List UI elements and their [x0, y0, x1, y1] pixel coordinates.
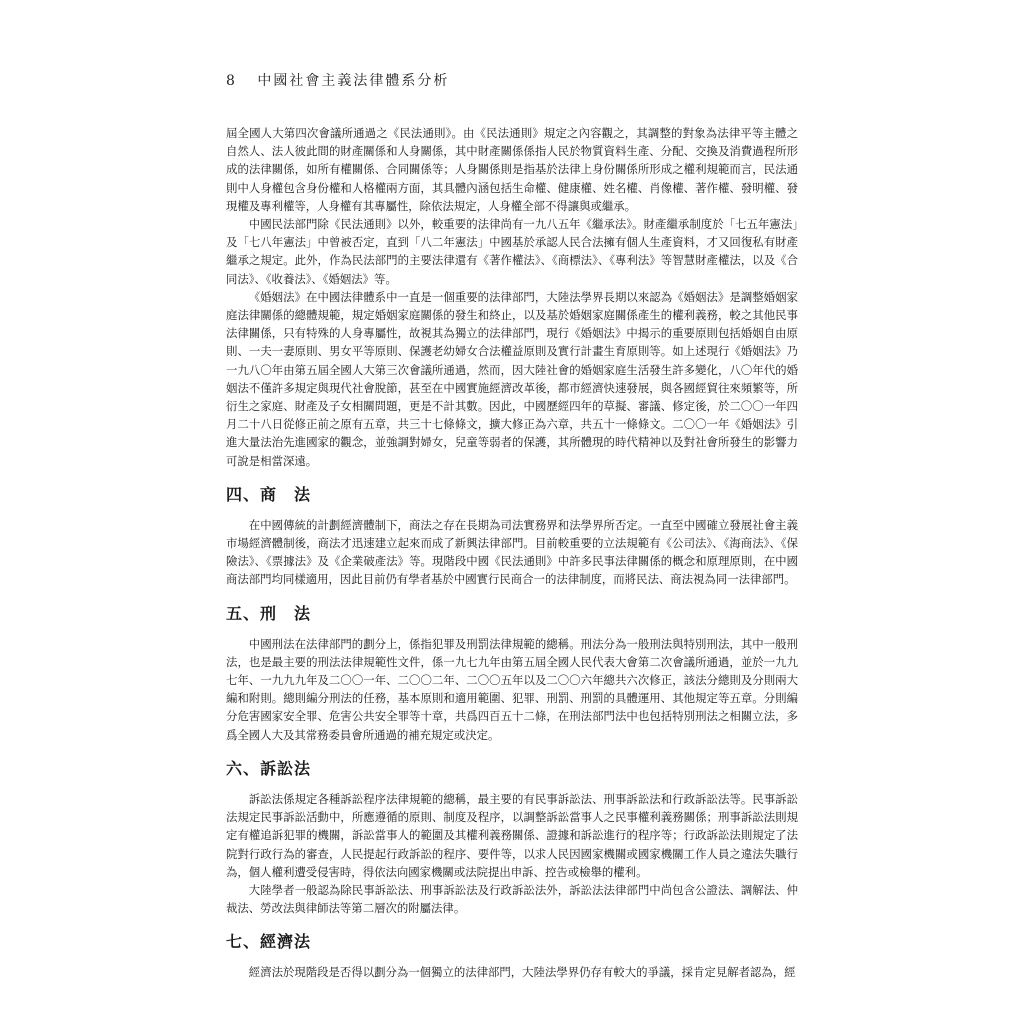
paragraph: 中國民法部門除《民法通則》以外，較重要的法律尚有一九八五年《繼承法》。財產繼承制度於「七五年憲法」及「七八年憲法」中曾被否定，直到「八二年憲法」中國基於承認人民合法擁有個人生產資料，才又回復私有財產繼承之規定。此外，作為民法部門的主要法律還有《著作權法》、《商標法》、《專利法》等智慧財產權法，以及《合同法》、《收養法》、《婚姻法》等。 — [226, 217, 798, 286]
paragraph: 大陸學者一般認為除民事訴訟法、刑事訴訟法及行政訴訟法外，訴訟法法律部門中尚包含公證法、調解法、仲裁法、勞改法與律師法等第二層次的附屬法律。 — [226, 882, 798, 916]
page-number: 8 — [226, 73, 237, 89]
paragraph: 中國刑法在法律部門的劃分上，係指犯罪及刑罰法律規範的總稱。刑法分為一般刑法與特別刑法，其中一般刑法，也是最主要的刑法法律規範性文件，係一九七九年由第五屆全國人民代表大會第二次會議所通過，並於一九九七年、一九九九年及二〇〇一年、二〇〇二年、二〇〇五年以及二〇〇六年總共六次修正，該法分總則及分則兩大編和附則。總則編分刑法的任務，基本原則和適用範圍、犯罪、刑罰、刑罰的具體運用、其他規定等五章。分則編分危害國家安全罪、危害公共安全罪等十章，共爲四百五十二條，在刑法部門法中也包括特別刑法之相關立法，多爲全國人大及其常務委員會所通過的補充規定或決定。 — [226, 636, 798, 742]
running-header — [226, 70, 449, 90]
paragraph: 在中國傳統的計劃經濟體制下，商法之存在長期為司法實務界和法學界所否定。一直至中國確立發展社會主義市場經濟體制後，商法才迅速建立起來而成了新興法律部門。目前較重要的立法規範有《公司法》、《海商法》、《保險法》、《票據法》及《企業破產法》等。現階段中國《民法通則》中許多民事法律關係的概念和原理原則，在中國商法部門均同樣適用，因此目前仍有學者基於中國實行民商合一的法律制度，而將民法、商法視為同一法律部門。 — [226, 517, 798, 587]
section-heading-procedural-law: 六、訴訟法 — [226, 758, 312, 778]
paragraph: 《婚姻法》在中國法律體系中一直是一個重要的法律部門，大陸法學界長期以來認為《婚姻法》是調整婚姻家庭法律關係的總體規範，規定婚姻家庭關係的發生和終止，以及基於婚姻家庭關係產生的權利義務，較之其他民事法律關係，只有特殊的人身專屬性，故視其為獨立的法律部門，現行《婚姻法》中揭示的重要原則包括婚姻自由原則、一夫一妻原則、男女平等原則、保護老幼婦女合法權益原則及實行計畫生育原則等。如上述現行《婚姻法》乃一九八〇年由第五屆全國人大第三次會議所通過，然而，因大陸社會的婚姻家庭生活發生許多變化，八〇年代的婚姻法不僅許多規定與現代社會脫節，甚至在中國實施經濟改革後，都市經濟快速發展，與各國經貿往來頻繁等，所衍生之家庭、財產及子女相關問題，更是不計其數。因此，中國歷經四年的草擬、審議、修定後，於二〇〇一年四月二十八日從修正前之原有五章，共三十七條條文，擴大修正為六章，共五十一條條文。二〇〇一年《婚姻法》引進大量法治先進國家的觀念，並強調對婦女，兒童等弱者的保護，其所體現的時代精神以及對社會所發生的影響力可說是相當深遠。 — [226, 289, 798, 468]
body-text — [226, 124, 798, 982]
paragraph: 經濟法於現階段是否得以劃分為一個獨立的法律部門，大陸法學界仍存有較大的爭議，採肯定見解者認為，經 — [248, 965, 796, 980]
paragraph: 屆全國人大第四次會議所通過之《民法通則》。由《民法通則》規定之內容觀之，其調整的對象為法律平等主體之自然人、法人彼此間的財產關係和人身關係，其中財產關係係指人民於物質資料生產、分配、交換及消費過程所形成的法律關係，如所有權關係、合同關係等；人身關係則是指基於法律上身份關係所形成之權利規範而言，民法通則中人身權包含身份權和人格權兩方面，其具體內涵包括生命權、健康權、姓名權、肖像權、著作權、發明權、發現權及專利權等，人身權有其專屬性，除依法規定，人身權全部不得讓與或繼承。 — [226, 126, 798, 213]
section-heading-economic-law: 七、經濟法 — [226, 932, 312, 952]
book-title: 中國社會主義法律體系分析 — [257, 73, 450, 89]
section-heading-criminal-law: 五、刑 法 — [226, 603, 312, 623]
section-heading-commercial-law: 四、商 法 — [226, 484, 312, 504]
paragraph: 訴訟法係規定各種訴訟程序法律規範的總稱，最主要的有民事訴訟法、刑事訴訟法和行政訴訟法等。民事訴訟法規定民事訴訟活動中，所應遵循的原則、制度及程序，以調整訴訟當事人之民事權利義務關係；刑事訴訟法則規定有權追訴犯罪的機關，訴訟當事人的範圍及其權利義務關係、證據和訴訟進行的程序等；行政訴訟法則規定了法院對行政行為的審查，人民提起行政訴訟的程序、要件等，以求人民因國家機關或國家機關工作人員之違法失職行為，個人權利遭受侵害時，得依法向國家機關或法院提出申訴、控告或檢舉的權利。 — [226, 791, 798, 879]
